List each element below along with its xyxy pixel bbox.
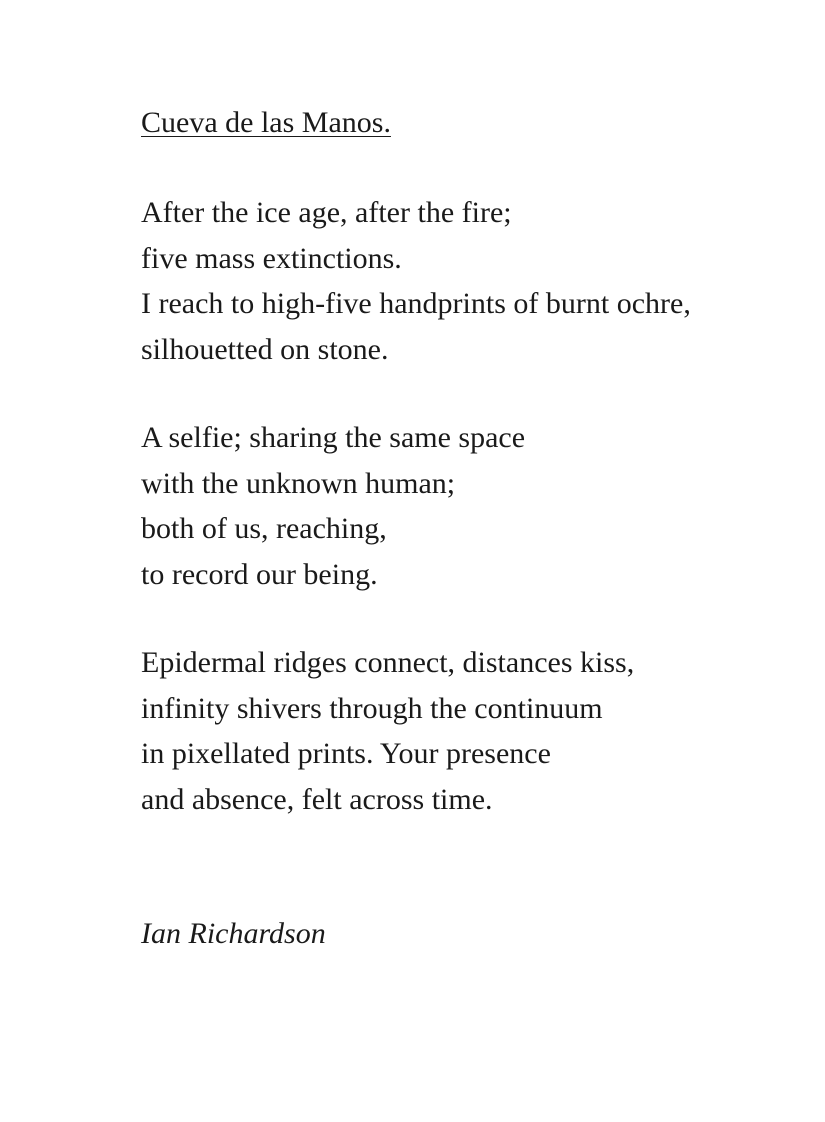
stanza-1: [141, 190, 801, 372]
poem-title: Cueva de las Manos.: [141, 106, 391, 139]
stanza-2: [141, 415, 801, 597]
poem-line: five mass extinctions.: [141, 241, 402, 275]
poem-line: with the unknown human;: [141, 466, 456, 500]
poem-line: infinity shivers through the continuum: [141, 691, 603, 725]
poem-line: both of us, reaching,: [141, 512, 387, 545]
poem-line: Epidermal ridges connect, distances kiss,: [141, 646, 635, 679]
poem: [141, 100, 801, 865]
poem-line: and absence, felt across time.: [141, 782, 493, 816]
author-name: Ian Richardson: [141, 917, 326, 950]
poem-line: I reach to high-five handprints of burnt ochre,: [141, 287, 691, 320]
poem-line: After the ice age, after the fire;: [141, 196, 512, 229]
stanza-3: [141, 640, 801, 822]
poem-line: silhouetted on stone.: [141, 332, 389, 366]
poem-line: A selfie; sharing the same space: [141, 421, 526, 454]
poem-line: in pixellated prints. Your presence: [141, 737, 551, 770]
poem-line: to record our being.: [141, 557, 378, 591]
